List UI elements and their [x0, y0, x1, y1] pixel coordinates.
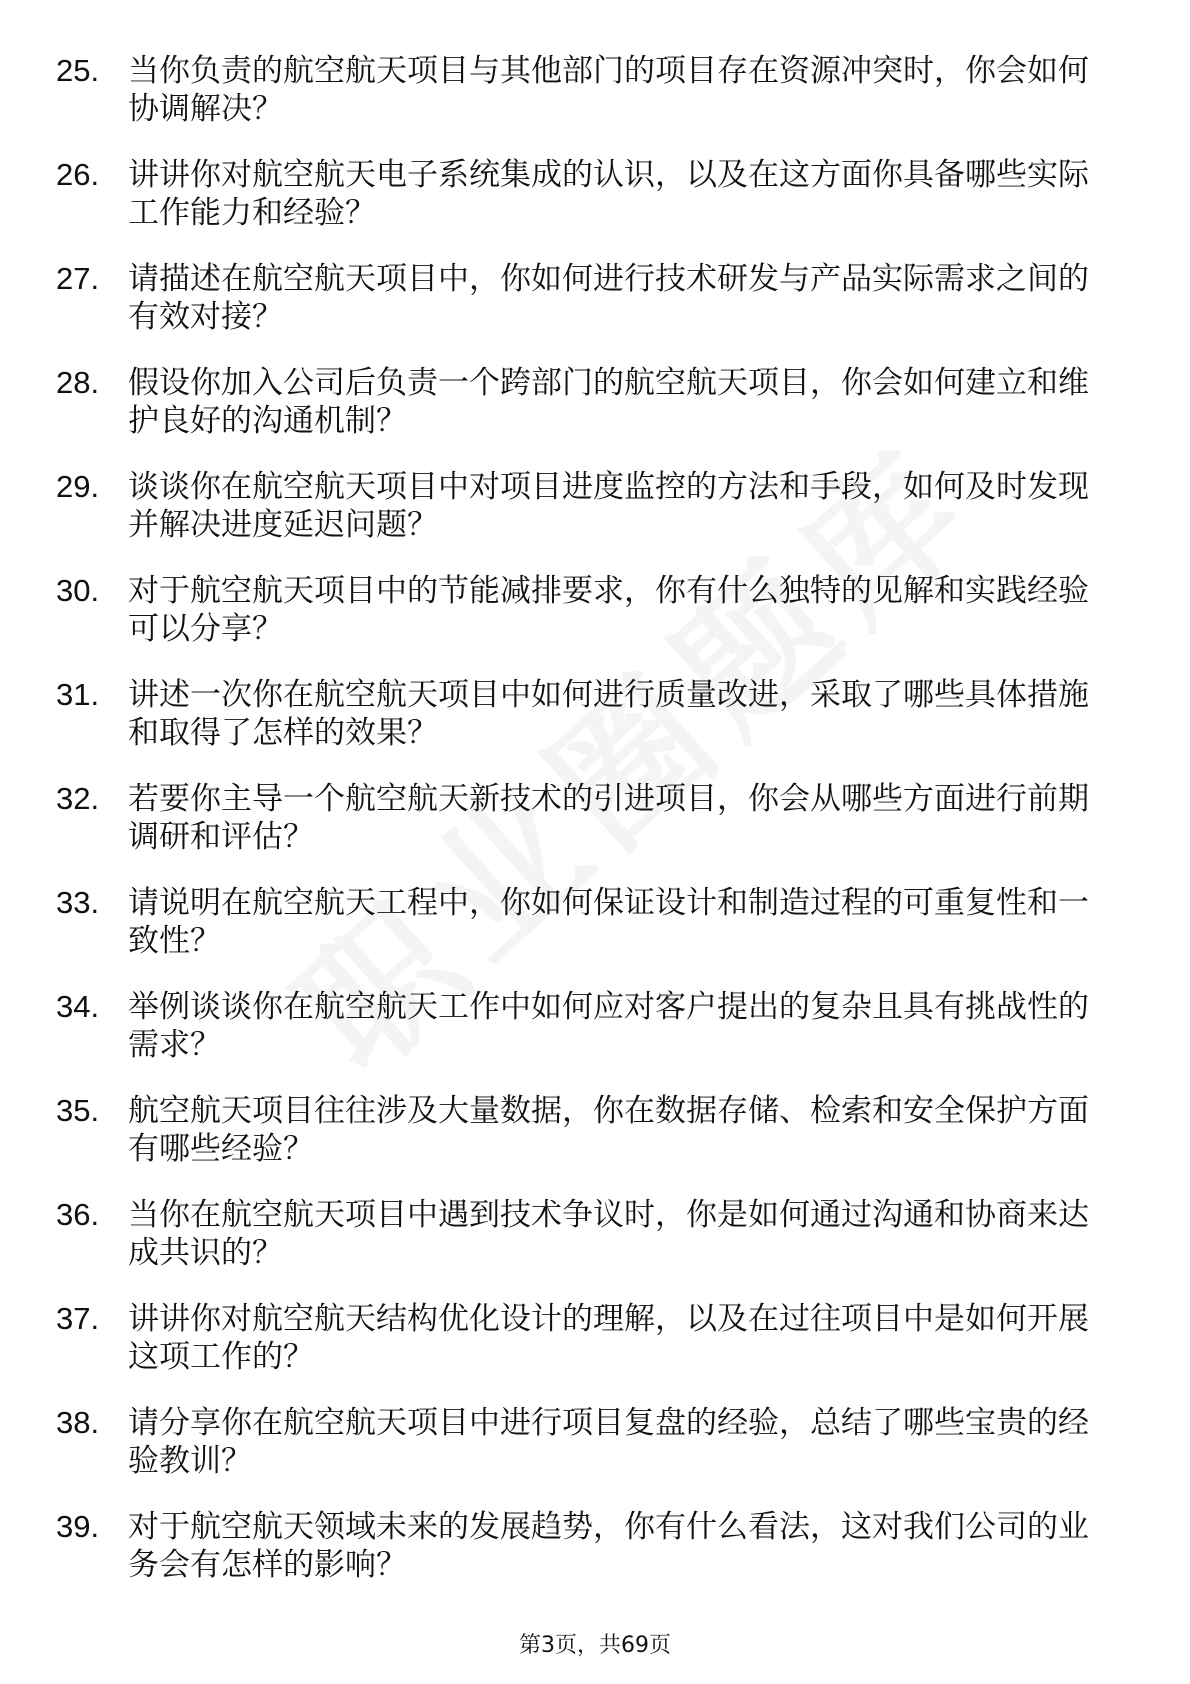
question-number: 39. [56, 1509, 100, 1544]
question-item [56, 468, 1116, 572]
page-footer [0, 1628, 1190, 1659]
question-item [56, 1508, 1116, 1612]
question-item [56, 156, 1116, 260]
question-text: 讲述一次你在航空航天项目中如何进行质量改进，采取了哪些具体措施和取得了怎样的效果？ [128, 677, 1089, 751]
question-item [56, 676, 1116, 780]
question-text: 请分享你在航空航天项目中进行项目复盘的经验，总结了哪些宝贵的经验教训？ [128, 1405, 1089, 1479]
question-number: 34. [56, 989, 100, 1024]
question-text: 当你负责的航空航天项目与其他部门的项目存在资源冲突时，你会如何协调解决？ [128, 53, 1089, 127]
question-text: 讲讲你对航空航天结构优化设计的理解，以及在过往项目中是如何开展这项工作的？ [128, 1301, 1089, 1375]
question-text: 对于航空航天项目中的节能减排要求，你有什么独特的见解和实践经验可以分享？ [128, 573, 1089, 647]
question-number: 27. [56, 261, 100, 296]
question-item [56, 988, 1116, 1092]
question-item [56, 780, 1116, 884]
question-text: 当你在航空航天项目中遇到技术争议时，你是如何通过沟通和协商来达成共识的？ [128, 1197, 1089, 1271]
question-list [56, 52, 1116, 1612]
question-number: 29. [56, 469, 100, 504]
question-number: 25. [56, 53, 100, 88]
question-number: 35. [56, 1093, 100, 1128]
question-item [56, 572, 1116, 676]
question-text: 若要你主导一个航空航天新技术的引进项目，你会从哪些方面进行前期调研和评估？ [128, 781, 1089, 855]
question-number: 26. [56, 157, 100, 192]
question-number: 32. [56, 781, 100, 816]
question-number: 28. [56, 365, 100, 400]
question-item [56, 1092, 1116, 1196]
question-item [56, 1300, 1116, 1404]
question-item [56, 1196, 1116, 1300]
question-text: 请描述在航空航天项目中，你如何进行技术研发与产品实际需求之间的有效对接？ [128, 261, 1089, 335]
question-text: 请说明在航空航天工程中，你如何保证设计和制造过程的可重复性和一致性？ [128, 885, 1089, 959]
page-number-label: 第3页，共69页 [519, 1633, 671, 1658]
question-number: 36. [56, 1197, 100, 1232]
question-text: 谈谈你在航空航天项目中对项目进度监控的方法和手段，如何及时发现并解决进度延迟问题？ [128, 469, 1089, 543]
question-text: 假设你加入公司后负责一个跨部门的航空航天项目，你会如何建立和维护良好的沟通机制？ [128, 365, 1089, 439]
question-item [56, 260, 1116, 364]
question-number: 30. [56, 573, 100, 608]
question-number: 37. [56, 1301, 100, 1336]
question-item [56, 1404, 1116, 1508]
question-text: 举例谈谈你在航空航天工作中如何应对客户提出的复杂且具有挑战性的需求？ [128, 989, 1089, 1063]
question-number: 33. [56, 885, 100, 920]
question-text: 讲讲你对航空航天电子系统集成的认识，以及在这方面你具备哪些实际工作能力和经验？ [128, 157, 1089, 231]
question-text: 航空航天项目往往涉及大量数据，你在数据存储、检索和安全保护方面有哪些经验？ [128, 1093, 1089, 1167]
question-text: 对于航空航天领域未来的发展趋势，你有什么看法，这对我们公司的业务会有怎样的影响？ [128, 1509, 1089, 1583]
question-item [56, 52, 1116, 156]
question-item [56, 364, 1116, 468]
question-number: 38. [56, 1405, 100, 1440]
question-number: 31. [56, 677, 100, 712]
question-item [56, 884, 1116, 988]
